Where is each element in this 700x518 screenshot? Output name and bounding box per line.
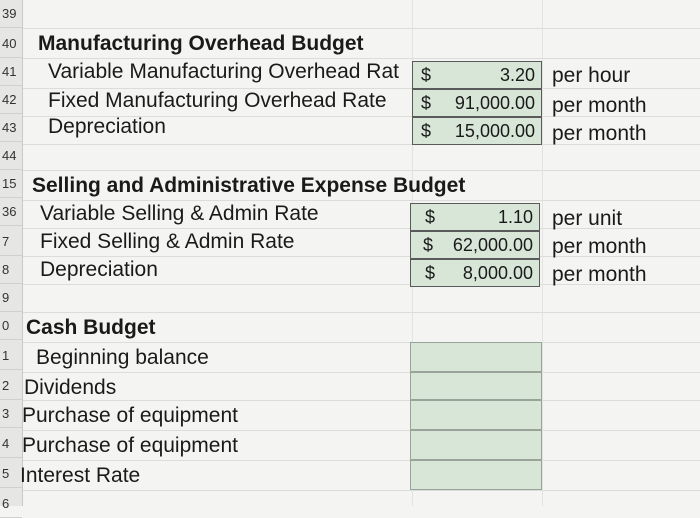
- gridline: [22, 372, 700, 373]
- row-number[interactable]: 6: [0, 490, 22, 518]
- row-number[interactable]: 7: [0, 228, 22, 256]
- gridline: [22, 460, 700, 461]
- cell-mfg-depreciation[interactable]: [412, 117, 542, 145]
- label-variable-mfg-overhead-rate[interactable]: Variable Manufacturing Overhead Rat: [48, 60, 399, 83]
- row-number[interactable]: 3: [0, 400, 22, 428]
- row-number[interactable]: 43: [0, 114, 22, 142]
- row-number[interactable]: 5: [0, 460, 22, 488]
- row-header-strip: [0, 0, 23, 511]
- row-number[interactable]: 39: [0, 0, 22, 28]
- currency-symbol: $: [421, 93, 432, 113]
- row-number[interactable]: 44: [0, 142, 22, 170]
- gridline: [542, 0, 543, 506]
- cell-sga-depreciation[interactable]: [410, 259, 540, 287]
- label-purchase-of-equipment[interactable]: Purchase of equipment: [22, 404, 238, 427]
- cell-beginning-balance[interactable]: [410, 342, 542, 372]
- row-number[interactable]: 8: [0, 256, 22, 284]
- cell-interest-rate[interactable]: [410, 460, 542, 490]
- section-title-manufacturing-overhead[interactable]: Manufacturing Overhead Budget: [38, 32, 364, 55]
- label-beginning-balance[interactable]: Beginning balance: [36, 346, 209, 369]
- unit-per-month[interactable]: per month: [552, 263, 647, 286]
- label-dividends[interactable]: Dividends: [24, 376, 117, 399]
- gridline: [22, 342, 700, 343]
- currency-symbol: $: [423, 235, 434, 255]
- unit-per-month[interactable]: per month: [552, 122, 647, 145]
- cell-purchase-of-equipment[interactable]: [410, 400, 542, 430]
- row-number[interactable]: 9: [0, 284, 22, 312]
- cell-variable-mfg-overhead-rate[interactable]: [412, 61, 542, 89]
- cell-fixed-mfg-overhead-rate[interactable]: [412, 89, 542, 117]
- cell-value: 3.20: [499, 65, 535, 85]
- section-title-selling-admin[interactable]: Selling and Administrative Expense Budget: [32, 174, 466, 197]
- row-number[interactable]: 36: [0, 198, 22, 226]
- label-fixed-mfg-overhead-rate[interactable]: Fixed Manufacturing Overhead Rate: [48, 89, 387, 112]
- cell-value: 15,000.00: [454, 121, 535, 141]
- cell-value: 62,000.00: [452, 235, 533, 255]
- cell-value: 1.10: [497, 207, 533, 227]
- unit-per-month[interactable]: per month: [552, 235, 647, 258]
- gridline: [22, 28, 700, 29]
- label-interest-rate[interactable]: Interest Rate: [20, 464, 141, 487]
- gridline: [22, 400, 700, 401]
- row-number[interactable]: 42: [0, 86, 22, 114]
- cell-value: 8,000.00: [462, 263, 533, 283]
- currency-symbol: $: [425, 263, 436, 283]
- label-sga-depreciation[interactable]: Depreciation: [40, 258, 158, 281]
- row-number[interactable]: 40: [0, 30, 22, 58]
- row-number[interactable]: 4: [0, 430, 22, 458]
- row-number[interactable]: 15: [0, 170, 22, 198]
- cell-fixed-selling-admin-rate[interactable]: [410, 231, 540, 259]
- currency-symbol: $: [425, 207, 436, 227]
- gridline: [22, 430, 700, 431]
- row-number[interactable]: 41: [0, 58, 22, 86]
- unit-per-hour[interactable]: per hour: [552, 64, 631, 87]
- gridline: [22, 170, 700, 171]
- gridline: [22, 490, 700, 491]
- row-number[interactable]: 1: [0, 342, 22, 370]
- label-fixed-selling-admin-rate[interactable]: Fixed Selling & Admin Rate: [40, 230, 295, 253]
- currency-symbol: $: [421, 121, 432, 141]
- label-variable-selling-admin-rate[interactable]: Variable Selling & Admin Rate: [40, 202, 319, 225]
- label-purchase-of-equipment[interactable]: Purchase of equipment: [22, 434, 238, 457]
- label-mfg-depreciation[interactable]: Depreciation: [48, 115, 166, 138]
- row-number[interactable]: 0: [0, 312, 22, 340]
- unit-per-month[interactable]: per month: [552, 94, 647, 117]
- unit-per-unit[interactable]: per unit: [552, 207, 623, 230]
- row-number[interactable]: 2: [0, 372, 22, 400]
- section-title-cash-budget[interactable]: Cash Budget: [26, 316, 156, 339]
- currency-symbol: $: [421, 65, 432, 85]
- cell-purchase-of-equipment[interactable]: [410, 430, 542, 460]
- cell-value: 91,000.00: [454, 93, 535, 113]
- cell-variable-selling-admin-rate[interactable]: [410, 203, 540, 231]
- cell-dividends[interactable]: [410, 372, 542, 400]
- gridline: [22, 312, 700, 313]
